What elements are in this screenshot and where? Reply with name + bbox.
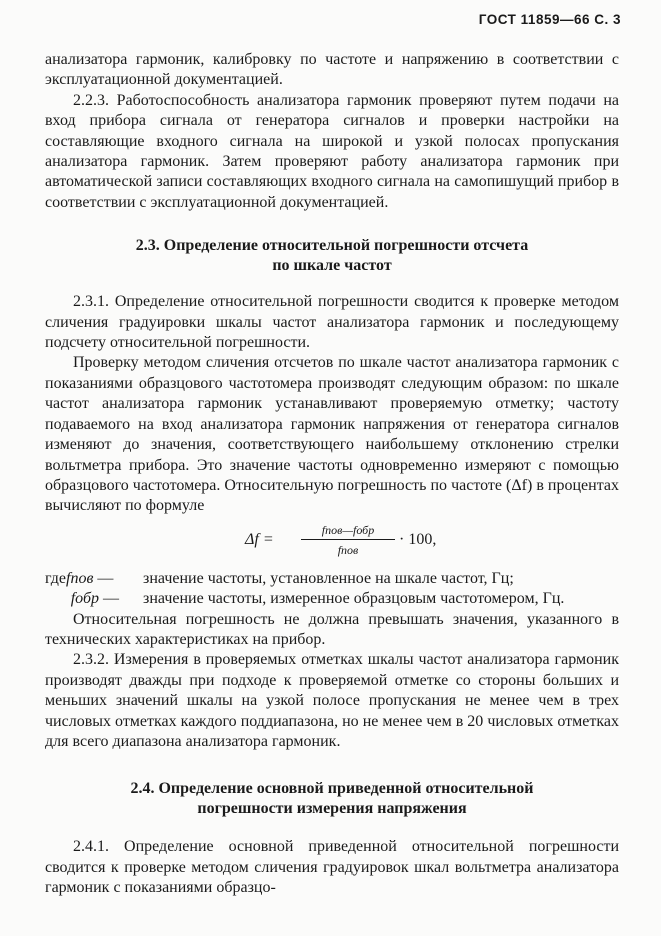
heading-line: 2.3. Определение относительной погрешности отсчета: [135, 237, 529, 255]
formula: [45, 519, 619, 565]
paragraph-2-3-1: 2.3.1. Определение относительной погрешности сводится к проверке методом сличения градуировки шкалы частот анализатора гармоник и последующему подсчету относительной погрешности.: [45, 293, 619, 352]
heading-line: по шкале частот: [272, 257, 392, 275]
paragraph-tolerance: Относительная погрешность не должна превышать значения, указанного в технических характеристиках на прибор.: [45, 610, 619, 648]
definition-row: [45, 589, 619, 609]
section-heading-2-3: [45, 236, 619, 276]
definition-row: [45, 569, 619, 589]
formula-definitions: [45, 569, 619, 610]
formula-numerator: fпов—fобр: [321, 522, 375, 537]
formula-rhs: · 100,: [399, 530, 437, 548]
definition-prefix: где: [45, 569, 67, 587]
definition-text: значение частоты, установленное на шкале частот, Гц;: [143, 569, 514, 587]
formula-fraction: [301, 523, 395, 557]
page-content: [45, 50, 619, 899]
fraction-bar: [301, 539, 395, 540]
definition-symbol: fпов: [66, 569, 94, 587]
paragraph-2-3-2: 2.3.2. Измерения в проверяемых отметках шкалы частот анализатора гармоник производят дважды при подходе к проверяемой отметке со стороны больших и меньших значений шкалы на узкой полосе пропускания не менее чем в трех числовых отметках каждого поддиапазона, но не менее чем в 20 числовых отметках для всего диапазона анализатора гармоник.: [45, 651, 619, 750]
heading-line: погрешности измерения напряжения: [197, 800, 467, 818]
definition-text: значение частоты, измеренное образцовым частотомером, Гц.: [143, 590, 565, 608]
formula-denominator: fпов: [337, 542, 359, 557]
section-heading-2-4: [45, 779, 619, 819]
page-header: ГОСТ 11859—66 С. 3: [478, 12, 621, 27]
definition-dash: —: [103, 590, 119, 608]
paragraph-2-2-3: 2.2.3. Работоспособность анализатора гармоник проверяют путем подачи на вход прибора сигнала от генератора сигналов и проверки настройки на составляющие входного сигнала на широкой и узкой полосах пропускания анализатора гармоник. Затем проверяют работу анализатора гармоник при автоматической записи составляющих входного сигнала на самопишущий прибор в соответствии с эксплуатационной документацией.: [45, 91, 619, 211]
definition-dash: —: [97, 569, 114, 587]
paragraph-method: Проверку методом сличения отсчетов по шкале частот анализатора гармоник с показаниями образцового частотомера производят следующим образом: по шкале частот анализатора гармоник устанавливают проверяемую отметку; частоту подаваемого на вход анализатора гармоник напряжения от генератора сигналов изменяют до значения, соответствующего наибольшему отклонению стрелки вольтметра прибора. Это значение частоты одновременно измеряют с помощью образцового частотомера. Относительную погрешность по частоте (Δf) в процентах вычисляют по формуле: [45, 354, 619, 515]
formula-lhs: Δf =: [245, 530, 274, 548]
heading-line: 2.4. Определение основной приведенной относительной: [130, 780, 534, 798]
definition-symbol: fобр: [70, 590, 99, 608]
paragraph-continuation: анализатора гармоник, калибровку по частоте и напряжению в соответствии с эксплуатационной документацией.: [45, 51, 619, 89]
paragraph-2-4-1: 2.4.1. Определение основной приведенной относительной погрешности сводится к проверке методом сличения градуировок шкал вольтметра анализатора гармоник с показаниями образцо-: [45, 838, 619, 897]
